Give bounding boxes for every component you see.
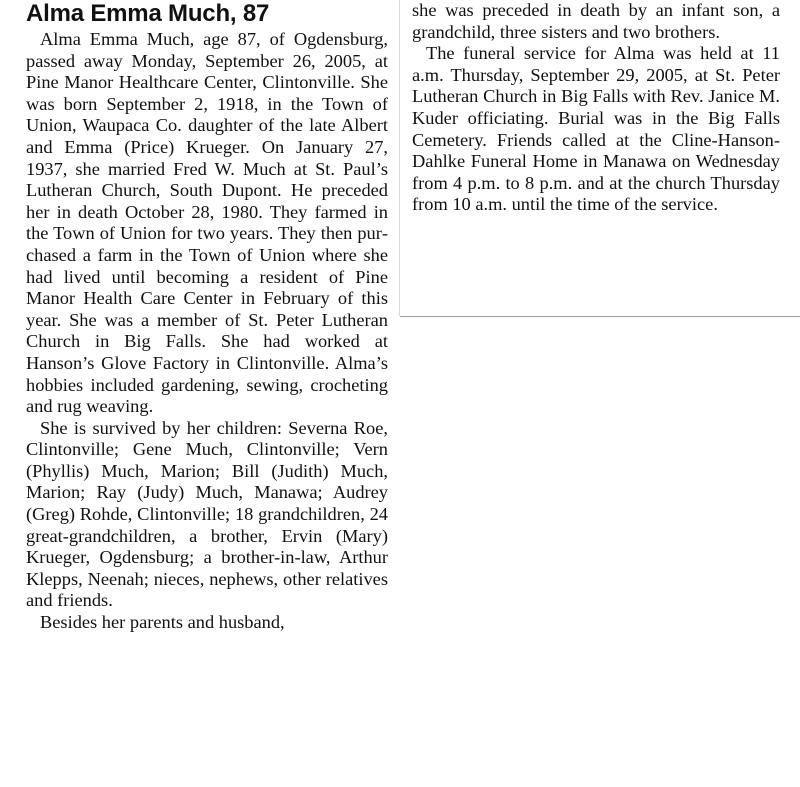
paragraph-survivors: She is survived by her children: Severna Roe, Clintonville; Gene Much, Clintonville; Vern (Phyllis) Much, Marion; Bill (Judith) Much, Marion; Ray (Judy) Much, Manawa; Audrey (Greg) Rohde, Clintonville; 18 grandchildren, 24 great-grandchildren, a brother, Ervin (Mary) Krueger, Ogdensburg; a brother-in-law, Arthur Klepps, Neenah; nieces, nephews, other relatives and friends. xyxy=(26,417,388,611)
paragraph-funeral-service: The funeral service for Alma was held at 11 a.m. Thursday, September 29, 2005, at St. Peter Lutheran Church in Big Falls with Rev. Janice M. Kuder officiating. Burial was in the Big Falls Cemetery. Friends called at the Cline-Hanson-Dahlke Funeral Home in Manawa on Wednesday from 4 p.m. to 8 p.m. and at the church Thursday from 10 a.m. until the time of the service. xyxy=(412,43,780,215)
paragraph-preceded-continued: she was preceded in death by an infant son, a grandchild, three sisters and two brothers. xyxy=(412,0,780,42)
paragraph-preceded-start: Besides her parents and husband, xyxy=(40,612,285,633)
paragraph-biography: Alma Emma Much, age 87, of Ogdensburg, passed away Monday, September 26, 2005, at Pine Manor Healthcare Center, Clintonville. She was born September 2, 1918, in the Town of Union, Waupaca Co. daughter of the late Albert and Emma (Price) Krueger. On January 27, 1937, she married Fred W. Much at St. Paul’s Lutheran Church, South Dupont. He preceded her in death October 28, 1980. They farmed in the Town of Union for two years. They then purchased a farm in the Town of Union where she had lived until becoming a resident of Pine Manor Health Care Center in February of this year. She was a member of St. Peter Lutheran Church in Big Falls. She had worked at Hanson’s Glove Factory in Clintonville. Alma’s hobbies included gardening, sewing, crocheting and rug weaving. xyxy=(26,29,388,417)
column-divider xyxy=(399,0,400,316)
obituary-headline: Alma Emma Much, 87 xyxy=(26,0,270,27)
end-rule xyxy=(400,316,800,317)
left-column xyxy=(26,0,388,634)
right-column xyxy=(412,0,780,216)
